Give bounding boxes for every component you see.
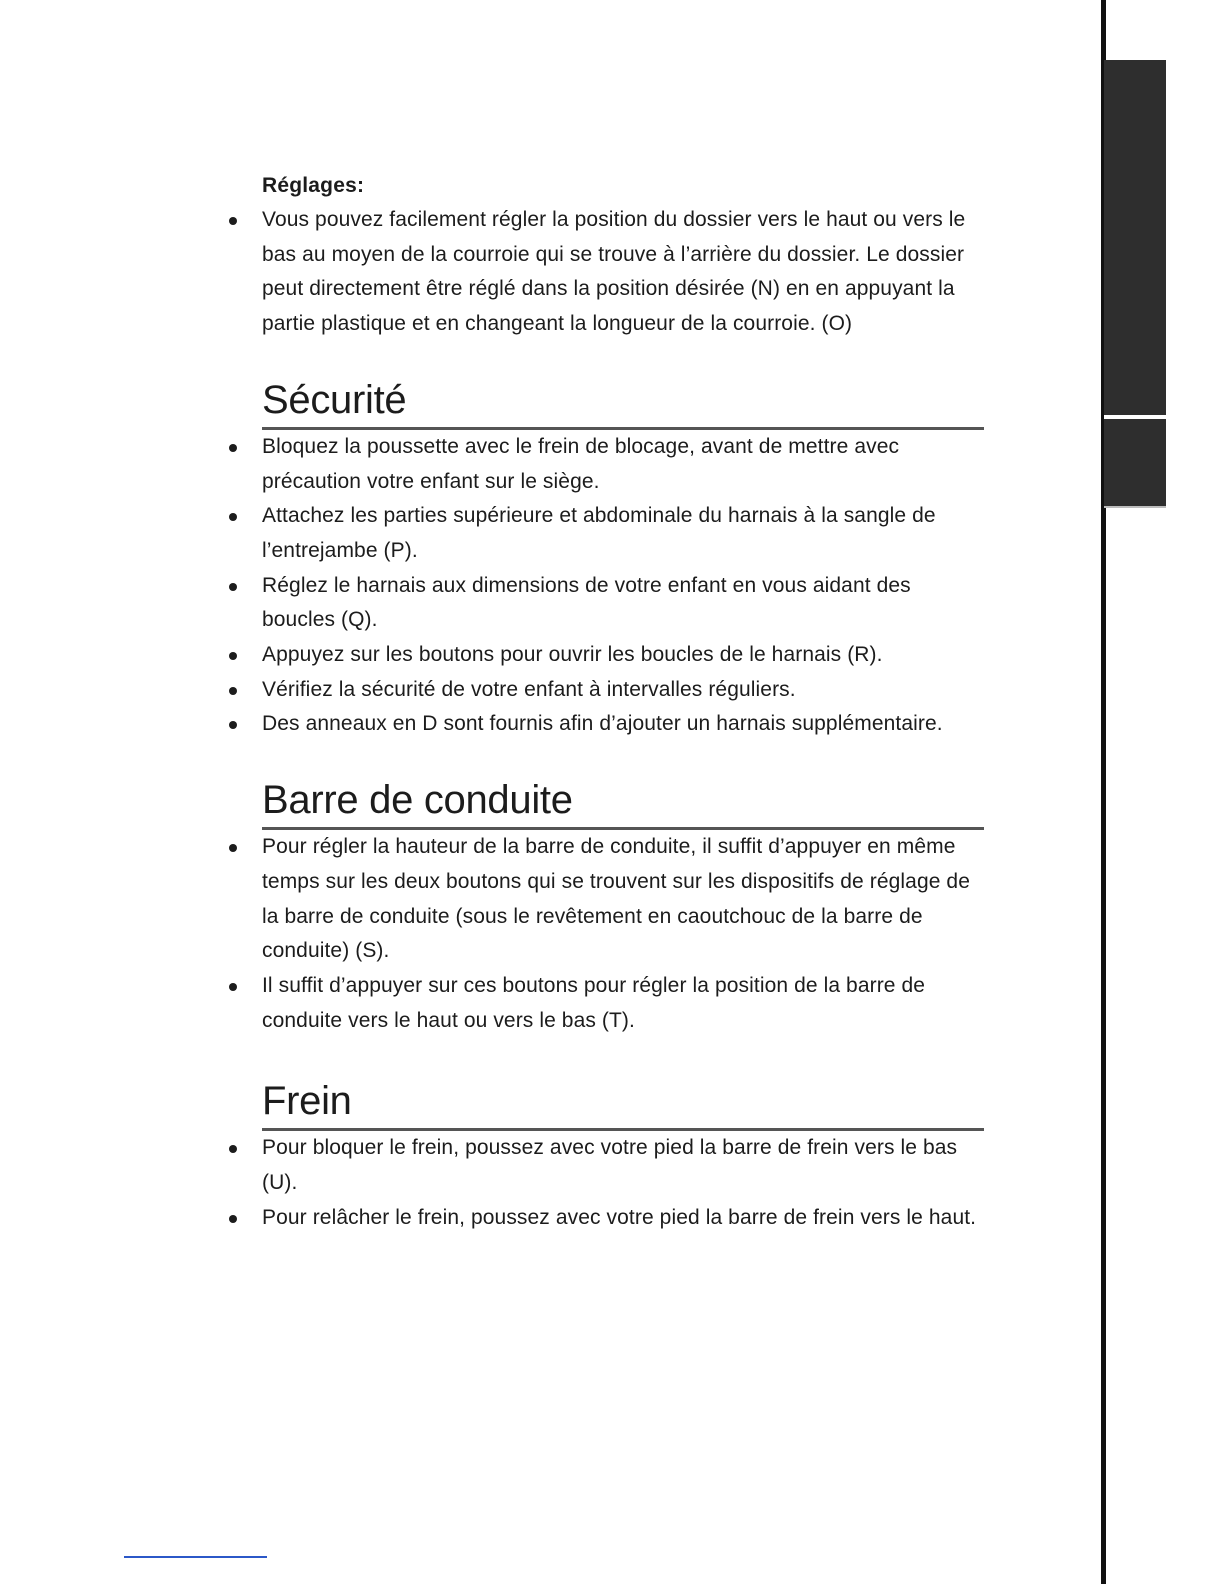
section-title-frein: Frein bbox=[262, 1078, 984, 1131]
bullet-icon bbox=[229, 844, 237, 852]
section-reglages bbox=[226, 168, 986, 342]
list-item-text: Vérifiez la sécurité de votre enfant à intervalles réguliers. bbox=[262, 677, 796, 701]
chapter-tab-lower bbox=[1104, 419, 1166, 506]
bullet-icon bbox=[229, 583, 237, 591]
list-item-text: Attachez les parties supérieure et abdominale du harnais à la sangle de l’entrejambe (P). bbox=[262, 504, 936, 562]
list-item-text: Bloquez la poussette avec le frein de blocage, avant de mettre avec précaution votre enfant sur le siège. bbox=[262, 434, 900, 493]
section-frein bbox=[226, 1078, 986, 1235]
list-item bbox=[226, 499, 986, 568]
section-barre-de-conduite bbox=[226, 777, 986, 1038]
chapter-tab-upper bbox=[1104, 60, 1166, 415]
section-title-barre-de-conduite: Barre de conduite bbox=[262, 777, 984, 830]
bullet-icon bbox=[229, 217, 237, 225]
chapter-tab-bottom-rule bbox=[1104, 506, 1166, 508]
reglages-heading: Réglages: bbox=[262, 174, 365, 197]
footer-rule bbox=[124, 1556, 267, 1558]
bullet-icon bbox=[229, 721, 237, 729]
list-item bbox=[226, 638, 986, 673]
list-item-text: Vous pouvez facilement régler la position du dossier vers le haut ou vers le bas au moyen de la courroie qui se trouve à l’arrière du dossier. Le dossier peut directement être réglé dans la position désirée (N) en en appuyant la partie plastique et en changeant la longueur de la courroie. (O) bbox=[262, 208, 966, 336]
bullet-icon bbox=[229, 444, 237, 452]
securite-list bbox=[226, 430, 986, 742]
section-securite bbox=[226, 377, 986, 742]
list-item-text: Pour relâcher le frein, poussez avec votre pied la barre de frein vers le haut. bbox=[262, 1205, 977, 1229]
bullet-icon bbox=[229, 687, 237, 695]
list-item bbox=[226, 1201, 986, 1236]
reglages-list bbox=[226, 203, 986, 342]
list-item bbox=[226, 1131, 986, 1200]
barre-de-conduite-list bbox=[226, 830, 986, 1038]
list-item bbox=[226, 203, 986, 342]
section-title-securite: Sécurité bbox=[262, 377, 984, 430]
page-content bbox=[226, 168, 986, 1235]
list-item bbox=[226, 969, 986, 1038]
bullet-icon bbox=[229, 1145, 237, 1153]
list-item-text: Pour bloquer le frein, poussez avec votre pied la barre de frein vers le bas (U). bbox=[262, 1136, 958, 1195]
list-item-text: Il suffit d’appuyer sur ces boutons pour régler la position de la barre de conduite vers le haut ou vers le bas (T). bbox=[262, 973, 926, 1032]
list-item bbox=[226, 673, 986, 708]
list-item-text: Réglez le harnais aux dimensions de votre enfant en vous aidant des boucles (Q). bbox=[262, 573, 911, 632]
bullet-icon bbox=[229, 652, 237, 660]
list-item-text: Appuyez sur les boutons pour ouvrir les boucles de le harnais (R). bbox=[262, 643, 883, 667]
list-item-text: Pour régler la hauteur de la barre de conduite, il suffit d’appuyer en même temps sur les deux boutons qui se trouvent sur les dispositifs de réglage de la barre de conduite (sous le revêtement en caoutchouc de la barre de conduite) (S). bbox=[262, 835, 970, 963]
list-item bbox=[226, 569, 986, 638]
list-item bbox=[226, 707, 986, 742]
frein-list bbox=[226, 1131, 986, 1235]
list-item bbox=[226, 830, 986, 969]
bullet-icon bbox=[229, 983, 237, 991]
bullet-icon bbox=[229, 1215, 237, 1223]
bullet-icon bbox=[229, 513, 237, 521]
list-item bbox=[226, 430, 986, 499]
list-item-text: Des anneaux en D sont fournis afin d’ajouter un harnais supplémentaire. bbox=[262, 712, 943, 736]
